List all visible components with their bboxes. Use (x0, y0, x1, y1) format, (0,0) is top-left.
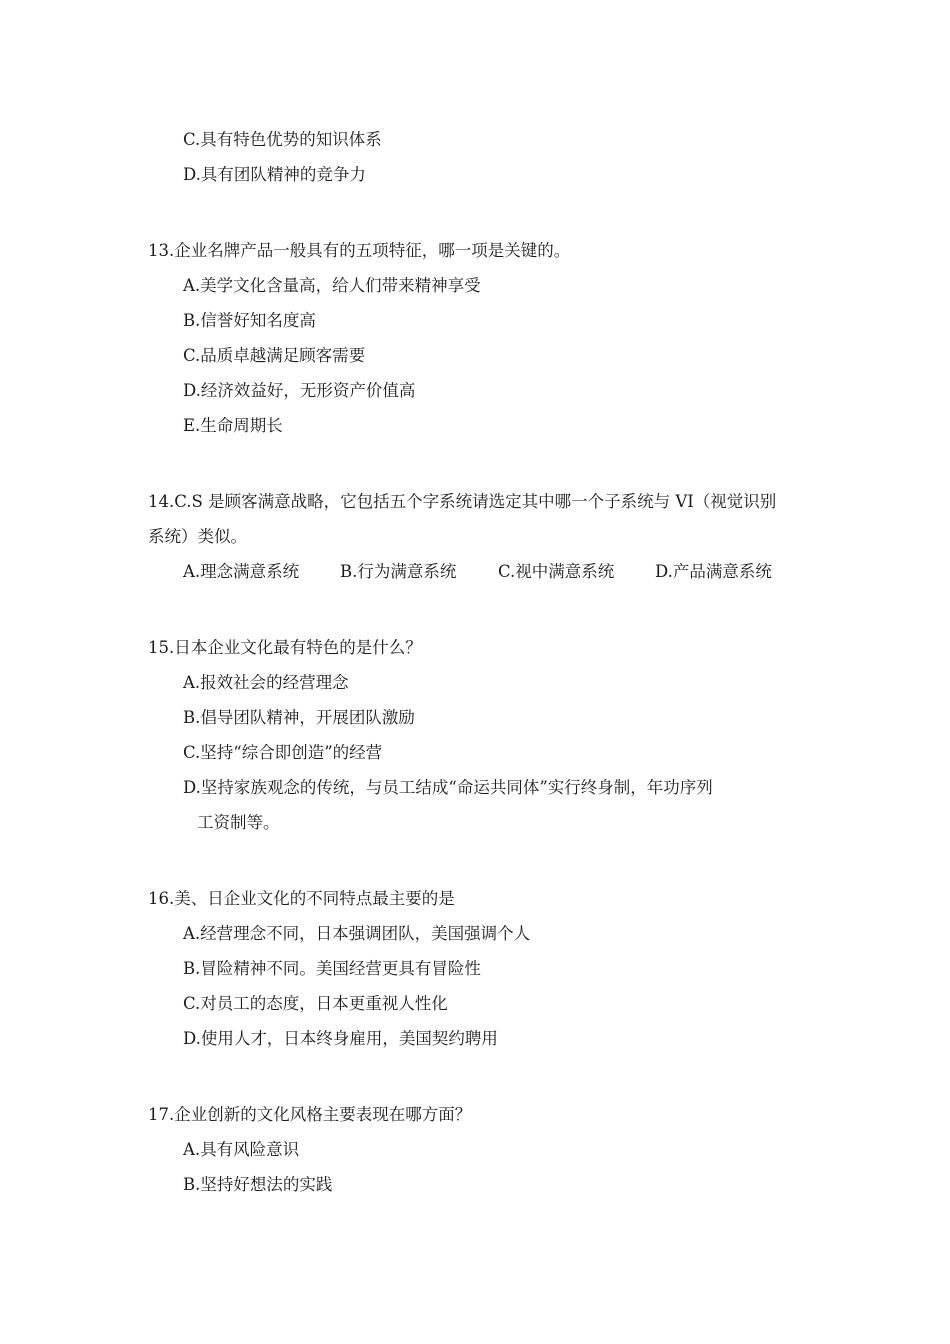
option-d: D.具有团队精神的竞争力 (183, 165, 366, 184)
question-14-option-b: B.行为满意系统 (340, 562, 457, 581)
question-14-options-row (0, 561, 950, 583)
question-16-stem: 16.美、日企业文化的不同特点最主要的是 (148, 889, 455, 908)
question-15-stem: 15.日本企业文化最有特色的是什么？ (148, 638, 422, 657)
question-14-option-c: C.视中满意系统 (498, 562, 615, 581)
question-15-option-d-line2: 工资制等。 (197, 813, 280, 832)
question-15-option-b: B.倡导团队精神，开展团队激励 (183, 708, 415, 727)
question-13-option-a: A.美学文化含量高，给人们带来精神享受 (183, 276, 481, 295)
question-14-option-d: D.产品满意系统 (655, 562, 772, 581)
question-15-option-d-line1: D.坚持家族观念的传统，与员工结成“命运共同体”实行终身制，年功序列 (183, 778, 713, 797)
question-15-option-c: C.坚持“综合即创造”的经营 (183, 743, 383, 762)
option-c: C.具有特色优势的知识体系 (183, 130, 382, 149)
question-13-option-c: C.品质卓越满足顾客需要 (183, 346, 366, 365)
question-14-stem-line1: 14.C.S 是顾客满意战略，它包括五个字系统请选定其中哪一个子系统与 VI（视觉识别 (148, 492, 777, 511)
question-13-option-e: E.生命周期长 (183, 416, 283, 435)
question-14-option-a: A.理念满意系统 (183, 562, 300, 581)
question-16-option-b: B.冒险精神不同。美国经营更具有冒险性 (183, 959, 481, 978)
question-17-option-b: B.坚持好想法的实践 (183, 1175, 333, 1194)
question-16-option-d: D.使用人才，日本终身雇用，美国契约聘用 (183, 1029, 498, 1048)
question-13-stem: 13.企业名牌产品一般具有的五项特征，哪一项是关键的。 (148, 241, 571, 260)
question-16-option-a: A.经营理念不同，日本强调团队，美国强调个人 (183, 924, 531, 943)
question-15-option-a: A.报效社会的经营理念 (183, 673, 349, 692)
question-14-stem-line2: 系统）类似。 (148, 527, 247, 546)
question-17-option-a: A.具有风险意识 (183, 1140, 300, 1159)
question-17-stem: 17.企业创新的文化风格主要表现在哪方面？ (148, 1105, 472, 1124)
question-13-option-d: D.经济效益好，无形资产价值高 (183, 381, 416, 400)
question-16-option-c: C.对员工的态度，日本更重视人性化 (183, 994, 448, 1013)
question-13-option-b: B.信誉好知名度高 (183, 311, 316, 330)
